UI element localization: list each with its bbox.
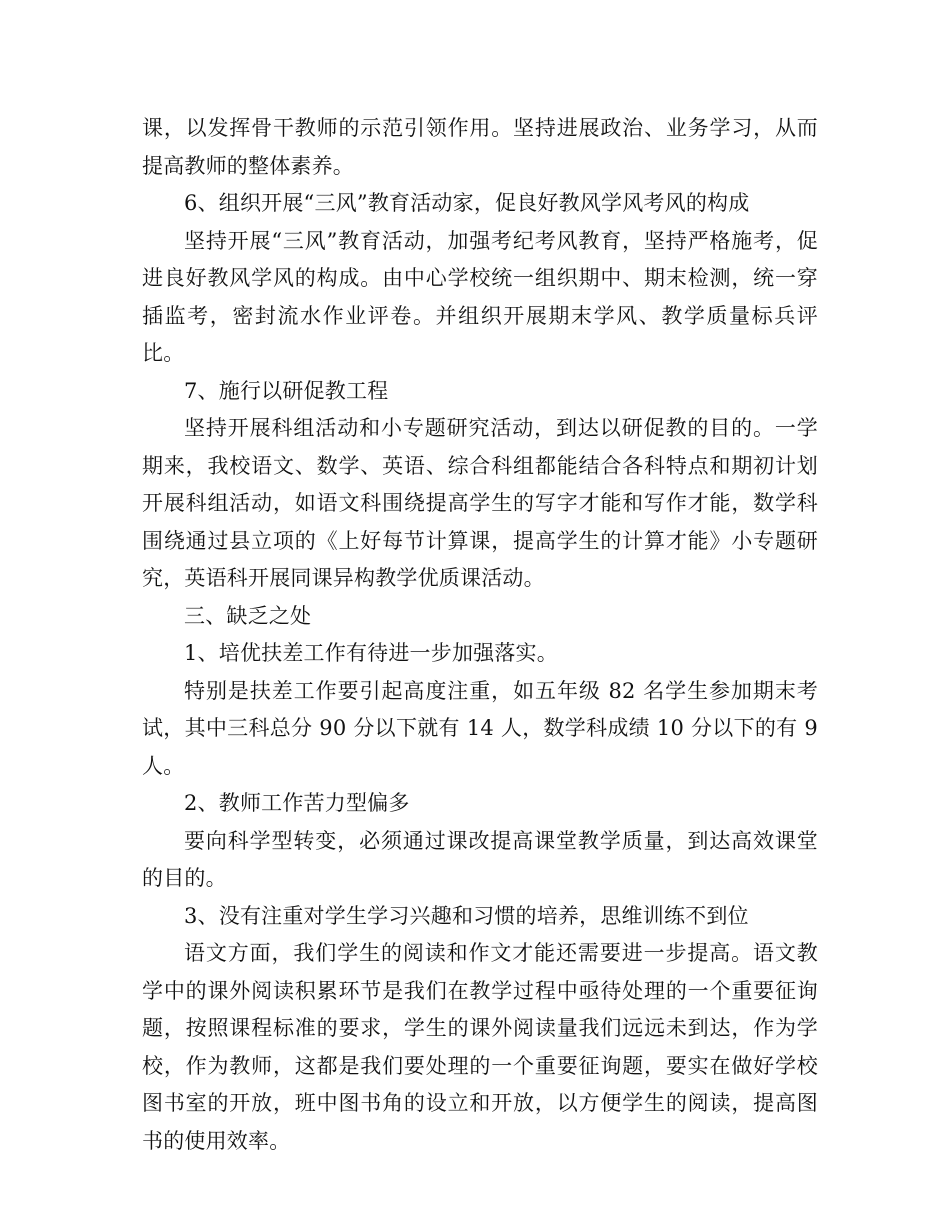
paragraph-shortcoming-3: 语文方面，我们学生的阅读和作文才能还需要进一步提高。语文教学中的课外阅读积累环节是我们在教学过程中亟待处理的一个重要征询题，按照课程标准的要求，学生的课外阅读量我们远远未到达，作为学校，作为教师，这都是我们要处理的一个重要征询题，要实在做好学校图书室的开放，班中图书角的设立和开放，以方便学生的阅读，提高图书的使用效率。 <box>142 941 818 1153</box>
heading-item-6: 6、组织开展“三风”教育活动家，促良好教风学风考风的构成 <box>184 191 750 215</box>
paragraph-research: 坚持开展科组活动和小专题研究活动，到达以研促教的目的。一学期来，我校语文、数学、英语、综合科组都能结合各科特点和期初计划开展科组活动，如语文科围绕提高学生的写字才能和写作才能，数学科围绕通过县立项的《上好每节计算课，提高学生的计算才能》小专题研究，英语科开展同课异构教学优质课活动。 <box>142 416 818 590</box>
paragraph-shortcoming-1: 特别是扶差工作要引起高度注重，如五年级 82 名学生参加期末考试，其中三科总分 90 分以下就有 14 人，数学科成绩 10 分以下的有 9 人。 <box>142 678 818 778</box>
heading-shortcoming-2: 2、教师工作苦力型偏多 <box>184 791 410 815</box>
paragraph-three-styles: 坚持开展“三风”教育活动，加强考纪考风教育，坚持严格施考，促进良好教风学风的构成。由中心学校统一组织期中、期末检测，统一穿插监考，密封流水作业评卷。并组织开展期末学风、教学质量标兵评比。 <box>142 228 818 365</box>
heading-shortcoming-3: 3、没有注重对学生学习兴趣和习惯的培养，思维训练不到位 <box>184 903 749 928</box>
heading-item-7: 7、施行以研促教工程 <box>184 378 389 403</box>
section-heading-shortcomings: 三、缺乏之处 <box>184 603 312 628</box>
paragraph-shortcoming-2: 要向科学型转变，必须通过课改提高课堂教学质量，到达高效课堂的目的。 <box>142 828 818 890</box>
heading-shortcoming-1: 1、培优扶差工作有待进一步加强落实。 <box>184 641 558 665</box>
document-body <box>142 110 818 1160</box>
paragraph-continuation: 课，以发挥骨干教师的示范引领作用。坚持进展政治、业务学习，从而提高教师的整体素养。 <box>142 116 818 178</box>
